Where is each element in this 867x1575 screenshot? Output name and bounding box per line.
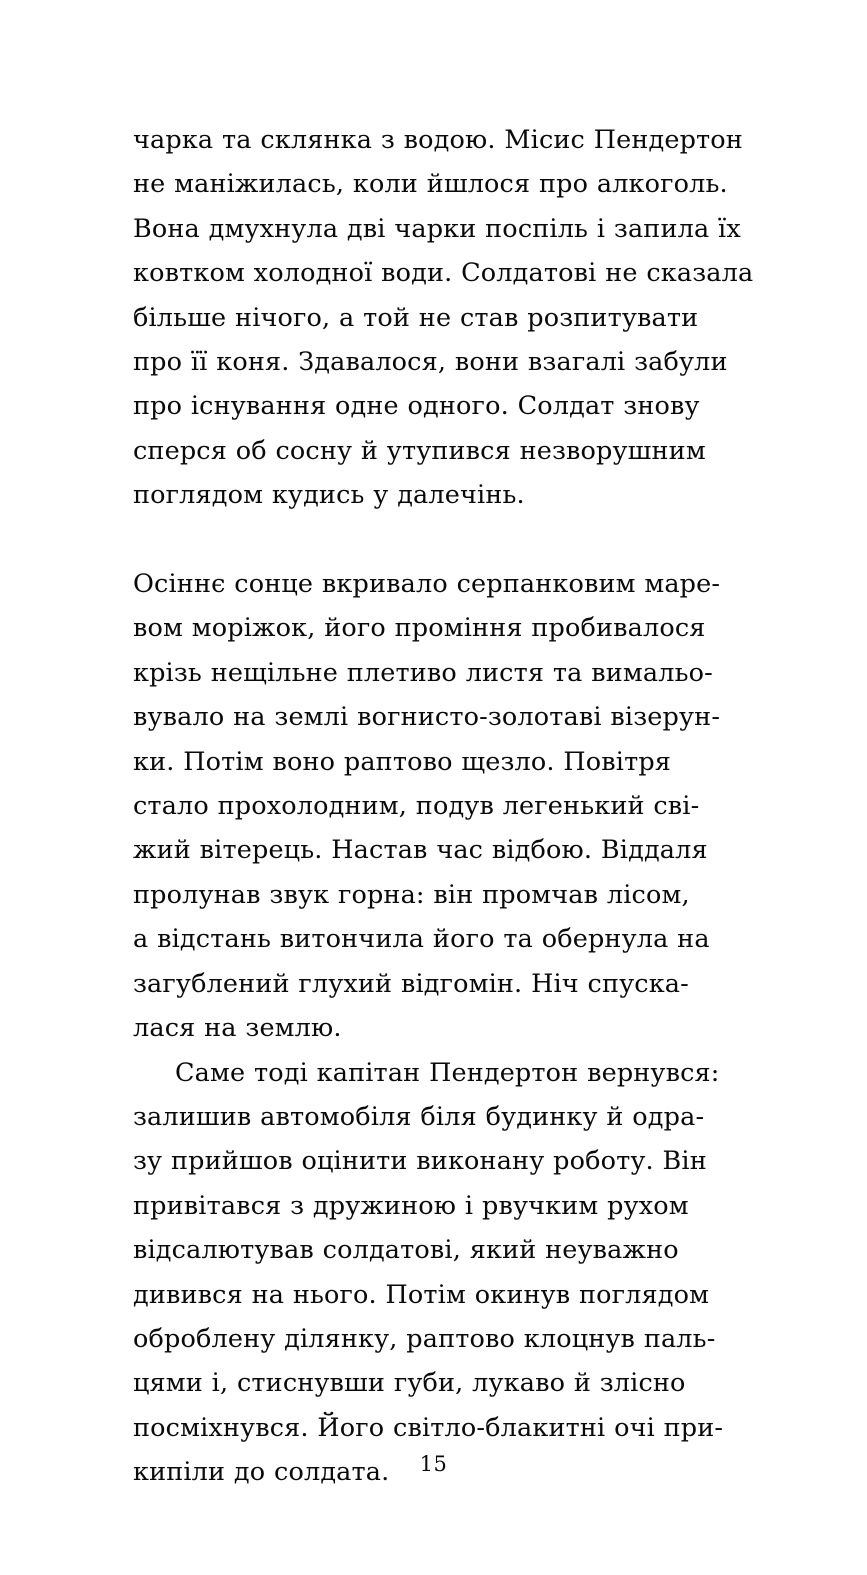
text-line: Саме тоді капітан Пендертон вернувся:	[175, 1057, 720, 1088]
text-line: оброблену ділянку, раптово клоцнув паль-	[133, 1323, 716, 1354]
text-line: цями і, стиснувши губи, лукаво й злісно	[133, 1368, 686, 1399]
text-line: поглядом кудись у далечінь.	[133, 480, 525, 511]
text-line: посміхнувся. Його світло-блакитні очі при-	[133, 1412, 724, 1443]
text-line: привітався з дружиною і рвучким рухом	[133, 1190, 689, 1221]
page-number: 15	[419, 1452, 448, 1476]
text-line: загублений глухий відгомін. Ніч спуска-	[133, 968, 689, 999]
body-paragraph-1	[133, 118, 754, 518]
text-line: чарка та склянка з водою. Місис Пендертон	[133, 125, 743, 155]
text-line: про її коня. Здавалося, вони взагалі забули	[133, 347, 728, 378]
text-line: залишив автомобіля біля будинку й одра-	[133, 1101, 705, 1132]
text-line: а відстань витончила його та обернула на	[133, 924, 710, 955]
text-line: кипіли до солдата.	[133, 1457, 390, 1488]
text-line: вувало на землі вогнисто-золотаві візерун-	[133, 702, 721, 733]
text-line: ки. Потім воно раптово щезло. Повітря	[133, 746, 672, 777]
text-line: про існування одне одного. Солдат знову	[133, 391, 700, 422]
text-line: жий вітерець. Настав час відбою. Віддаля	[133, 835, 708, 866]
page-text-block	[133, 118, 754, 1495]
text-line: зу прийшов оцінити виконану роботу. Він	[133, 1146, 707, 1177]
body-paragraph-2	[133, 562, 721, 1050]
text-line: пролунав звук горна: він промчав лісом,	[133, 879, 690, 910]
text-line: лася на землю.	[133, 1013, 342, 1044]
body-paragraph-3	[133, 1051, 724, 1495]
text-line: крізь нещільне плетиво листя та вимальо-	[133, 657, 713, 688]
text-line: не маніжилась, коли йшлося про алкоголь.	[133, 169, 728, 200]
text-line: дивився на нього. Потім окинув поглядом	[133, 1279, 710, 1310]
text-line: Осіннє сонце вкривало серпанковим маре-	[133, 569, 721, 600]
text-line: вом моріжок, його проміння пробивалося	[133, 613, 706, 644]
text-line: стало прохолодним, подув легенький сві-	[133, 791, 700, 822]
text-line: Вона дмухнула дві чарки поспіль і запила їх	[133, 213, 741, 244]
text-line: більше нічого, а той не став розпитувати	[133, 302, 699, 333]
text-line: відсалютував солдатові, який неуважно	[133, 1235, 679, 1266]
text-line: сперся об сосну й утупився незворушним	[133, 435, 706, 466]
text-line: ковтком холодної води. Солдатові не сказала	[133, 258, 754, 289]
